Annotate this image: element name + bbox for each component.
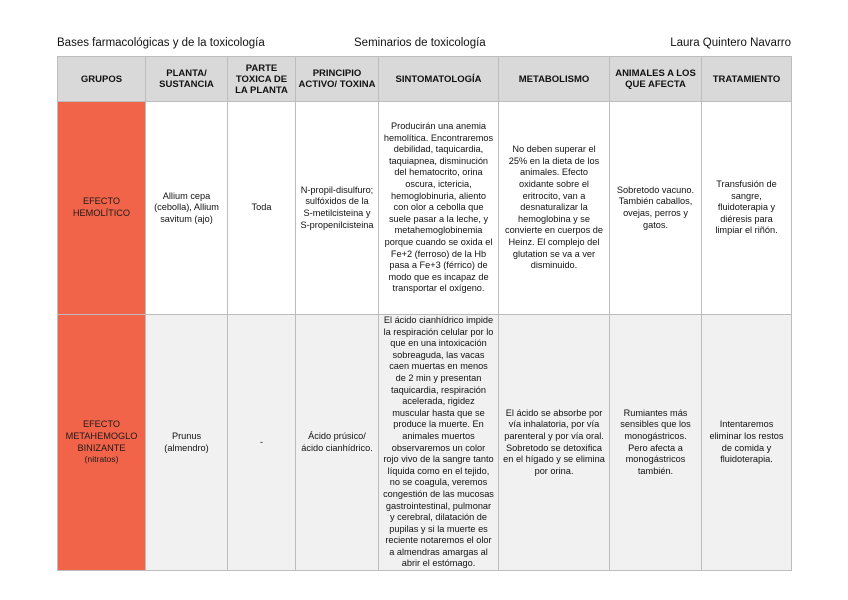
- column-header-planta: PLANTA/ SUSTANCIA: [146, 57, 228, 102]
- cell-animales: Sobretodo vacuno. También caballos, ovejas, perros y gatos.: [610, 102, 702, 315]
- column-header-animales: ANIMALES A LOS QUE AFECTA: [610, 57, 702, 102]
- column-header-parte: PARTE TOXICA DE LA PLANTA: [228, 57, 296, 102]
- toxicology-table: [57, 56, 792, 571]
- cell-principio: N-propil-disulfuro; sulfóxidos de la S-metilcisteina y S-propenilcisteina: [296, 102, 379, 315]
- column-header-principio: PRINCIPIO ACTIVO/ TOXINA: [296, 57, 379, 102]
- cell-tratamiento: Transfusión de sangre, fluidoterapia y diéresis para limpiar el riñón.: [702, 102, 792, 315]
- cell-tratamiento: Intentaremos eliminar los restos de comida y fluidoterapia.: [702, 315, 792, 571]
- cell-parte: Toda: [228, 102, 296, 315]
- cell-planta: Allium cepa (cebolla), Allium savitum (ajo): [146, 102, 228, 315]
- column-header-sintomatologia: SINTOMATOLOGÍA: [379, 57, 499, 102]
- column-header-grupos: GRUPOS: [58, 57, 146, 102]
- header-author: Laura Quintero Navarro: [670, 37, 791, 49]
- cell-principio: Ácido prúsico/ ácido cianhídrico.: [296, 315, 379, 571]
- table-row: [58, 315, 792, 571]
- cell-metabolismo: El ácido se absorbe por vía inhalatoria, por vía parenteral y por vía oral. Sobretodo se detoxifica en el hígado y se elimina por orina.: [499, 315, 610, 571]
- cell-grupo: [58, 315, 146, 571]
- column-header-metabolismo: METABOLISMO: [499, 57, 610, 102]
- header-seminar-title: Seminarios de toxicología: [354, 37, 486, 49]
- page-header: [57, 37, 791, 51]
- table-row: [58, 102, 792, 315]
- header-course-title: Bases farmacológicas y de la toxicología: [57, 37, 265, 49]
- cell-sintomatologia: El ácido cianhídrico impide la respiración celular por lo que en una intoxicación sobreaguda, las vacas caen muertas en menos de 2 min y presentan taquicardia, respiración acelerada, rigidez muscular hasta que se produce la muerte. En animales muertos observaremos un color rojo vivo de la sangre tanto líquida como en el tejido, no se coagula, veremos congestión de las mucosas gastrointestinal, pulmonar y cerebral, dilatación de pupilas y si la muerte es reciente notaremos el olor a almendras amargas al abrir el estómago.: [379, 315, 499, 571]
- cell-planta: Prunus (almendro): [146, 315, 228, 571]
- cell-parte: -: [228, 315, 296, 571]
- table-header-row: [58, 57, 792, 102]
- grupo-label: EFECTO METAHEMOGLO BINIZANTE: [65, 419, 138, 453]
- cell-animales: Rumiantes más sensibles que los monogástricos. Pero afecta a monogástricos también.: [610, 315, 702, 571]
- cell-metabolismo: No deben superar el 25% en la dieta de los animales. Efecto oxidante sobre el eritrocito, van a desnaturalizar la hemoglobina y se convierte en cuerpos de Heinz. El complejo del glutation se va a ver disminuido.: [499, 102, 610, 315]
- grupo-sublabel: (nitratos): [84, 454, 119, 465]
- column-header-tratamiento: TRATAMIENTO: [702, 57, 792, 102]
- cell-grupo: [58, 102, 146, 315]
- cell-sintomatologia: Producirán una anemia hemolítica. Encontraremos debilidad, taquicardia, taquiapnea, disminución del hematocrito, orina oscura, ictericia, hemoglobinuria, aliento con olor a cebolla que suele pasar a la leche, y metahemoglobinemia porque cuando se oxida el Fe+2 (ferroso) de la Hb pasa a Fe+3 (férrico) de modo que es incapaz de transportar el oxígeno.: [379, 102, 499, 315]
- grupo-label: EFECTO HEMOLÍTICO: [72, 196, 131, 218]
